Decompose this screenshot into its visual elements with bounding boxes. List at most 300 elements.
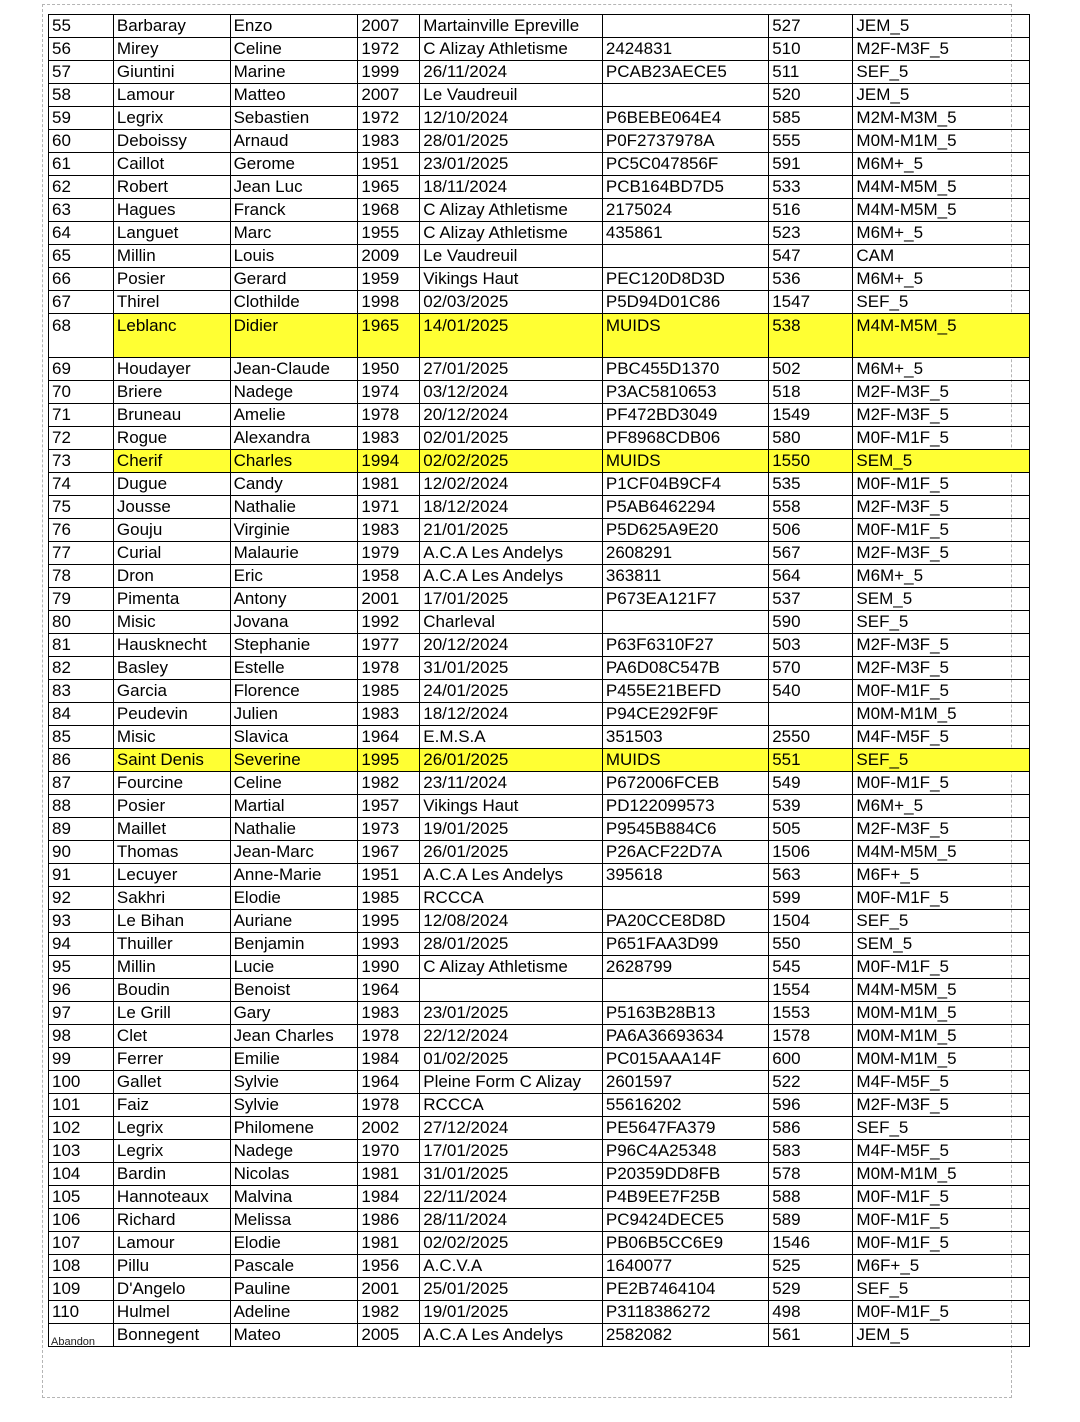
last-name-cell: Sakhri xyxy=(113,887,230,910)
bib-number-cell: 2550 xyxy=(769,726,853,749)
bib-number-cell: 1550 xyxy=(769,450,853,473)
first-name-cell: Philomene xyxy=(230,1117,358,1140)
birth-year-cell: 1965 xyxy=(358,176,420,199)
bib-number-cell: 564 xyxy=(769,565,853,588)
last-name-cell: Boudin xyxy=(113,979,230,1002)
row-number-cell: 71 xyxy=(49,404,114,427)
last-name-cell: Pimenta xyxy=(113,588,230,611)
birth-year-cell: 1983 xyxy=(358,130,420,153)
club-or-date-cell: Charleval xyxy=(420,611,603,634)
birth-year-cell: 1958 xyxy=(358,565,420,588)
last-name-cell: Bonnegent xyxy=(113,1324,230,1347)
row-number-cell: 84 xyxy=(49,703,114,726)
birth-year-cell: 1967 xyxy=(358,841,420,864)
bib-number-cell: 555 xyxy=(769,130,853,153)
bib-number-cell: 1578 xyxy=(769,1025,853,1048)
first-name-cell: Estelle xyxy=(230,657,358,680)
first-name-cell: Pascale xyxy=(230,1255,358,1278)
table-row xyxy=(49,519,1030,542)
last-name-cell: Briere xyxy=(113,381,230,404)
table-row xyxy=(49,61,1030,84)
first-name-cell: Melissa xyxy=(230,1209,358,1232)
birth-year-cell: 1998 xyxy=(358,291,420,314)
license-code-cell: PC9424DECE5 xyxy=(602,1209,768,1232)
first-name-cell: Amelie xyxy=(230,404,358,427)
first-name-cell: Jean Luc xyxy=(230,176,358,199)
category-cell: M0M-M1M_5 xyxy=(853,1163,1030,1186)
table-row xyxy=(49,176,1030,199)
row-number-cell: 103 xyxy=(49,1140,114,1163)
license-code-cell: 435861 xyxy=(602,222,768,245)
license-code-cell: MUIDS xyxy=(602,314,768,358)
first-name-cell: Nadege xyxy=(230,1140,358,1163)
last-name-cell: Lamour xyxy=(113,1232,230,1255)
last-name-cell: Hannoteaux xyxy=(113,1186,230,1209)
club-or-date-cell: 02/02/2025 xyxy=(420,1232,603,1255)
row-number-cell xyxy=(49,1324,114,1347)
last-name-cell: Bardin xyxy=(113,1163,230,1186)
birth-year-cell: 1990 xyxy=(358,956,420,979)
birth-year-cell: 1986 xyxy=(358,1209,420,1232)
license-code-cell: 2175024 xyxy=(602,199,768,222)
birth-year-cell: 1983 xyxy=(358,1002,420,1025)
birth-year-cell: 2001 xyxy=(358,1278,420,1301)
last-name-cell: Mirey xyxy=(113,38,230,61)
row-number-cell: 80 xyxy=(49,611,114,634)
first-name-cell: Anne-Marie xyxy=(230,864,358,887)
birth-year-cell: 2009 xyxy=(358,245,420,268)
club-or-date-cell: Le Vaudreuil xyxy=(420,245,603,268)
club-or-date-cell: 12/08/2024 xyxy=(420,910,603,933)
category-cell: M6M+_5 xyxy=(853,222,1030,245)
license-code-cell: 2601597 xyxy=(602,1071,768,1094)
row-number-cell: 90 xyxy=(49,841,114,864)
last-name-cell: Thirel xyxy=(113,291,230,314)
bib-number-cell: 1504 xyxy=(769,910,853,933)
last-name-cell: Millin xyxy=(113,956,230,979)
row-number-cell: 82 xyxy=(49,657,114,680)
row-number-cell: 93 xyxy=(49,910,114,933)
last-name-cell: Cherif xyxy=(113,450,230,473)
birth-year-cell: 1974 xyxy=(358,381,420,404)
license-code-cell: PA6D08C547B xyxy=(602,657,768,680)
license-code-cell: PC5C047856F xyxy=(602,153,768,176)
club-or-date-cell xyxy=(420,979,603,1002)
birth-year-cell: 1964 xyxy=(358,1071,420,1094)
club-or-date-cell: C Alizay Athletisme xyxy=(420,956,603,979)
first-name-cell: Arnaud xyxy=(230,130,358,153)
table-row xyxy=(49,1301,1030,1324)
license-code-cell: PF472BD3049 xyxy=(602,404,768,427)
category-cell: M4M-M5M_5 xyxy=(853,841,1030,864)
row-number-cell: 91 xyxy=(49,864,114,887)
birth-year-cell: 1968 xyxy=(358,199,420,222)
birth-year-cell: 1993 xyxy=(358,933,420,956)
category-cell: M0F-M1F_5 xyxy=(853,1186,1030,1209)
row-number-cell: 98 xyxy=(49,1025,114,1048)
table-row xyxy=(49,588,1030,611)
birth-year-cell: 1999 xyxy=(358,61,420,84)
bib-number-cell: 503 xyxy=(769,634,853,657)
category-cell: SEF_5 xyxy=(853,910,1030,933)
first-name-cell: Celine xyxy=(230,772,358,795)
first-name-cell: Gerard xyxy=(230,268,358,291)
club-or-date-cell: 02/03/2025 xyxy=(420,291,603,314)
bib-number-cell: 506 xyxy=(769,519,853,542)
table-row xyxy=(49,818,1030,841)
birth-year-cell: 1985 xyxy=(358,680,420,703)
club-or-date-cell: 26/01/2025 xyxy=(420,841,603,864)
club-or-date-cell: 02/01/2025 xyxy=(420,427,603,450)
row-number-cell: 106 xyxy=(49,1209,114,1232)
license-code-cell: PB06B5CC6E9 xyxy=(602,1232,768,1255)
category-cell: M6M+_5 xyxy=(853,268,1030,291)
category-cell: M2F-M3F_5 xyxy=(853,1094,1030,1117)
license-code-cell: 2582082 xyxy=(602,1324,768,1347)
row-number-cell: 69 xyxy=(49,358,114,381)
table-row xyxy=(49,222,1030,245)
license-code-cell xyxy=(602,15,768,38)
row-number-cell: 83 xyxy=(49,680,114,703)
club-or-date-cell: 26/01/2025 xyxy=(420,749,603,772)
category-cell: M4M-M5M_5 xyxy=(853,979,1030,1002)
last-name-cell: Lecuyer xyxy=(113,864,230,887)
birth-year-cell: 2007 xyxy=(358,15,420,38)
first-name-cell: Franck xyxy=(230,199,358,222)
birth-year-cell: 1971 xyxy=(358,496,420,519)
row-number-cell: 61 xyxy=(49,153,114,176)
birth-year-cell: 1984 xyxy=(358,1048,420,1071)
first-name-cell: Stephanie xyxy=(230,634,358,657)
row-number-cell: 65 xyxy=(49,245,114,268)
birth-year-cell: 1972 xyxy=(358,107,420,130)
table-row xyxy=(49,864,1030,887)
first-name-cell: Adeline xyxy=(230,1301,358,1324)
license-code-cell: P651FAA3D99 xyxy=(602,933,768,956)
table-row xyxy=(49,427,1030,450)
birth-year-cell: 1951 xyxy=(358,864,420,887)
birth-year-cell: 1983 xyxy=(358,703,420,726)
license-code-cell: P5D625A9E20 xyxy=(602,519,768,542)
last-name-cell: Thuiller xyxy=(113,933,230,956)
first-name-cell: Gerome xyxy=(230,153,358,176)
last-name-cell: Dugue xyxy=(113,473,230,496)
category-cell: M0M-M1M_5 xyxy=(853,1025,1030,1048)
row-number-cell: 58 xyxy=(49,84,114,107)
club-or-date-cell: 27/01/2025 xyxy=(420,358,603,381)
category-cell: JEM_5 xyxy=(853,1324,1030,1347)
license-code-cell: PA6A36693634 xyxy=(602,1025,768,1048)
last-name-cell: Leblanc xyxy=(113,314,230,358)
club-or-date-cell: 28/01/2025 xyxy=(420,130,603,153)
first-name-cell: Antony xyxy=(230,588,358,611)
last-name-cell: Legrix xyxy=(113,1117,230,1140)
table-row xyxy=(49,199,1030,222)
license-code-cell: PBC455D1370 xyxy=(602,358,768,381)
category-cell: M0F-M1F_5 xyxy=(853,519,1030,542)
birth-year-cell: 1981 xyxy=(358,1232,420,1255)
bib-number-cell: 586 xyxy=(769,1117,853,1140)
last-name-cell: Lamour xyxy=(113,84,230,107)
row-number-cell: 57 xyxy=(49,61,114,84)
table-row xyxy=(49,1071,1030,1094)
table-row xyxy=(49,887,1030,910)
bib-number-cell: 536 xyxy=(769,268,853,291)
birth-year-cell: 1983 xyxy=(358,427,420,450)
row-number-cell: 104 xyxy=(49,1163,114,1186)
table-row xyxy=(49,38,1030,61)
row-number-cell: 100 xyxy=(49,1071,114,1094)
club-or-date-cell: 31/01/2025 xyxy=(420,1163,603,1186)
bib-number-cell: 523 xyxy=(769,222,853,245)
club-or-date-cell: 23/01/2025 xyxy=(420,153,603,176)
last-name-cell: Curial xyxy=(113,542,230,565)
category-cell: M6F+_5 xyxy=(853,1255,1030,1278)
table-row xyxy=(49,703,1030,726)
license-code-cell: PEC120D8D3D xyxy=(602,268,768,291)
row-number-cell: 96 xyxy=(49,979,114,1002)
table-row xyxy=(49,1324,1030,1347)
bib-number-cell: 561 xyxy=(769,1324,853,1347)
table-row xyxy=(49,473,1030,496)
first-name-cell: Marine xyxy=(230,61,358,84)
table-row xyxy=(49,634,1030,657)
table-row xyxy=(49,381,1030,404)
results-table xyxy=(48,14,1030,1347)
last-name-cell: Bruneau xyxy=(113,404,230,427)
first-name-cell: Jean-Claude xyxy=(230,358,358,381)
first-name-cell: Malaurie xyxy=(230,542,358,565)
club-or-date-cell: Martainville Epreville xyxy=(420,15,603,38)
first-name-cell: Mateo xyxy=(230,1324,358,1347)
row-number-cell: 78 xyxy=(49,565,114,588)
birth-year-cell: 1964 xyxy=(358,979,420,1002)
club-or-date-cell: 22/11/2024 xyxy=(420,1186,603,1209)
last-name-cell: Clet xyxy=(113,1025,230,1048)
bib-number-cell: 502 xyxy=(769,358,853,381)
table-row xyxy=(49,130,1030,153)
birth-year-cell: 1978 xyxy=(358,404,420,427)
row-number-cell: 110 xyxy=(49,1301,114,1324)
category-cell: M2F-M3F_5 xyxy=(853,657,1030,680)
club-or-date-cell: A.C.A Les Andelys xyxy=(420,542,603,565)
club-or-date-cell: E.M.S.A xyxy=(420,726,603,749)
birth-year-cell: 1984 xyxy=(358,1186,420,1209)
birth-year-cell: 1970 xyxy=(358,1140,420,1163)
row-number-cell: 99 xyxy=(49,1048,114,1071)
birth-year-cell: 1972 xyxy=(358,38,420,61)
category-cell: M6M+_5 xyxy=(853,358,1030,381)
table-row xyxy=(49,1094,1030,1117)
bib-number-cell: 547 xyxy=(769,245,853,268)
row-number-cell: 75 xyxy=(49,496,114,519)
row-number-cell: 89 xyxy=(49,818,114,841)
birth-year-cell: 1981 xyxy=(358,1163,420,1186)
results-table-body xyxy=(49,15,1030,1347)
club-or-date-cell: 23/01/2025 xyxy=(420,1002,603,1025)
row-number-cell: 97 xyxy=(49,1002,114,1025)
category-cell: M4M-M5M_5 xyxy=(853,176,1030,199)
row-number-cell: 60 xyxy=(49,130,114,153)
category-cell: SEM_5 xyxy=(853,450,1030,473)
first-name-cell: Nadege xyxy=(230,381,358,404)
last-name-cell: Caillot xyxy=(113,153,230,176)
category-cell: SEF_5 xyxy=(853,291,1030,314)
first-name-cell: Sylvie xyxy=(230,1071,358,1094)
first-name-cell: Benoist xyxy=(230,979,358,1002)
row-number-cell: 107 xyxy=(49,1232,114,1255)
category-cell: M2F-M3F_5 xyxy=(853,542,1030,565)
birth-year-cell: 2005 xyxy=(358,1324,420,1347)
bib-number-cell xyxy=(769,703,853,726)
category-cell: JEM_5 xyxy=(853,84,1030,107)
last-name-cell: Le Grill xyxy=(113,1002,230,1025)
last-name-cell: Peudevin xyxy=(113,703,230,726)
table-row xyxy=(49,496,1030,519)
last-name-cell: Misic xyxy=(113,726,230,749)
bib-number-cell: 522 xyxy=(769,1071,853,1094)
club-or-date-cell: Vikings Haut xyxy=(420,268,603,291)
first-name-cell: Candy xyxy=(230,473,358,496)
bib-number-cell: 498 xyxy=(769,1301,853,1324)
first-name-cell: Elodie xyxy=(230,887,358,910)
license-code-cell: P0F2737978A xyxy=(602,130,768,153)
category-cell: M0F-M1F_5 xyxy=(853,1301,1030,1324)
table-row xyxy=(49,1209,1030,1232)
last-name-cell: D'Angelo xyxy=(113,1278,230,1301)
club-or-date-cell: 18/12/2024 xyxy=(420,703,603,726)
table-row xyxy=(49,1163,1030,1186)
last-name-cell: Robert xyxy=(113,176,230,199)
birth-year-cell: 1982 xyxy=(358,772,420,795)
club-or-date-cell: 03/12/2024 xyxy=(420,381,603,404)
row-number-cell: 63 xyxy=(49,199,114,222)
category-cell: M0F-M1F_5 xyxy=(853,1209,1030,1232)
table-row xyxy=(49,1025,1030,1048)
license-code-cell: P672006FCEB xyxy=(602,772,768,795)
license-code-cell xyxy=(602,979,768,1002)
bib-number-cell: 585 xyxy=(769,107,853,130)
license-code-cell: MUIDS xyxy=(602,450,768,473)
table-row xyxy=(49,1140,1030,1163)
table-row xyxy=(49,153,1030,176)
table-row xyxy=(49,358,1030,381)
birth-year-cell: 1995 xyxy=(358,749,420,772)
birth-year-cell: 1957 xyxy=(358,795,420,818)
bib-number-cell: 1547 xyxy=(769,291,853,314)
table-row xyxy=(49,1186,1030,1209)
last-name-cell: Basley xyxy=(113,657,230,680)
license-code-cell: 55616202 xyxy=(602,1094,768,1117)
birth-year-cell: 1985 xyxy=(358,887,420,910)
club-or-date-cell: 24/01/2025 xyxy=(420,680,603,703)
row-number-cell: 108 xyxy=(49,1255,114,1278)
first-name-cell: Malvina xyxy=(230,1186,358,1209)
last-name-cell: Faiz xyxy=(113,1094,230,1117)
category-cell: SEF_5 xyxy=(853,1278,1030,1301)
club-or-date-cell: 01/02/2025 xyxy=(420,1048,603,1071)
license-code-cell: P20359DD8FB xyxy=(602,1163,768,1186)
last-name-cell: Jousse xyxy=(113,496,230,519)
first-name-cell: Charles xyxy=(230,450,358,473)
bib-number-cell: 558 xyxy=(769,496,853,519)
category-cell: M4M-M5M_5 xyxy=(853,314,1030,358)
bib-number-cell: 525 xyxy=(769,1255,853,1278)
bib-number-cell: 591 xyxy=(769,153,853,176)
last-name-cell: Languet xyxy=(113,222,230,245)
license-code-cell: P94CE292F9F xyxy=(602,703,768,726)
bib-number-cell: 1549 xyxy=(769,404,853,427)
first-name-cell: Jovana xyxy=(230,611,358,634)
club-or-date-cell: A.C.A Les Andelys xyxy=(420,1324,603,1347)
club-or-date-cell: 02/02/2025 xyxy=(420,450,603,473)
club-or-date-cell: RCCCA xyxy=(420,1094,603,1117)
table-row xyxy=(49,680,1030,703)
first-name-cell: Sebastien xyxy=(230,107,358,130)
license-code-cell: PCAB23AECE5 xyxy=(602,61,768,84)
birth-year-cell: 1992 xyxy=(358,611,420,634)
license-code-cell: P673EA121F7 xyxy=(602,588,768,611)
birth-year-cell: 1955 xyxy=(358,222,420,245)
birth-year-cell: 1959 xyxy=(358,268,420,291)
row-number-cell: 62 xyxy=(49,176,114,199)
category-cell: M2M-M3M_5 xyxy=(853,107,1030,130)
table-row xyxy=(49,772,1030,795)
club-or-date-cell: 31/01/2025 xyxy=(420,657,603,680)
license-code-cell: P26ACF22D7A xyxy=(602,841,768,864)
birth-year-cell: 1950 xyxy=(358,358,420,381)
row-number-cell: 56 xyxy=(49,38,114,61)
last-name-cell: Giuntini xyxy=(113,61,230,84)
first-name-cell: Jean-Marc xyxy=(230,841,358,864)
license-code-cell: 1640077 xyxy=(602,1255,768,1278)
last-name-cell: Barbaray xyxy=(113,15,230,38)
table-row xyxy=(49,291,1030,314)
club-or-date-cell: 12/10/2024 xyxy=(420,107,603,130)
bib-number-cell: 590 xyxy=(769,611,853,634)
first-name-cell: Auriane xyxy=(230,910,358,933)
last-name-cell: Dron xyxy=(113,565,230,588)
row-number-cell: 77 xyxy=(49,542,114,565)
row-number-cell: 70 xyxy=(49,381,114,404)
club-or-date-cell: A.C.V.A xyxy=(420,1255,603,1278)
club-or-date-cell: RCCCA xyxy=(420,887,603,910)
last-name-cell: Deboissy xyxy=(113,130,230,153)
birth-year-cell: 1979 xyxy=(358,542,420,565)
table-row xyxy=(49,749,1030,772)
license-code-cell: P5163B28B13 xyxy=(602,1002,768,1025)
first-name-cell: Celine xyxy=(230,38,358,61)
row-number-cell: 81 xyxy=(49,634,114,657)
row-number-cell: 102 xyxy=(49,1117,114,1140)
first-name-cell: Gary xyxy=(230,1002,358,1025)
license-code-cell: P5AB6462294 xyxy=(602,496,768,519)
license-code-cell: PA20CCE8D8D xyxy=(602,910,768,933)
first-name-cell: Severine xyxy=(230,749,358,772)
bib-number-cell: 600 xyxy=(769,1048,853,1071)
row-number-cell: 101 xyxy=(49,1094,114,1117)
club-or-date-cell: 20/12/2024 xyxy=(420,404,603,427)
license-code-cell: P1CF04B9CF4 xyxy=(602,473,768,496)
bib-number-cell: 540 xyxy=(769,680,853,703)
license-code-cell xyxy=(602,887,768,910)
row-number-cell: 72 xyxy=(49,427,114,450)
license-code-cell: P9545B884C6 xyxy=(602,818,768,841)
category-cell: SEF_5 xyxy=(853,61,1030,84)
last-name-cell: Fourcine xyxy=(113,772,230,795)
last-name-cell: Thomas xyxy=(113,841,230,864)
license-code-cell: PF8968CDB06 xyxy=(602,427,768,450)
